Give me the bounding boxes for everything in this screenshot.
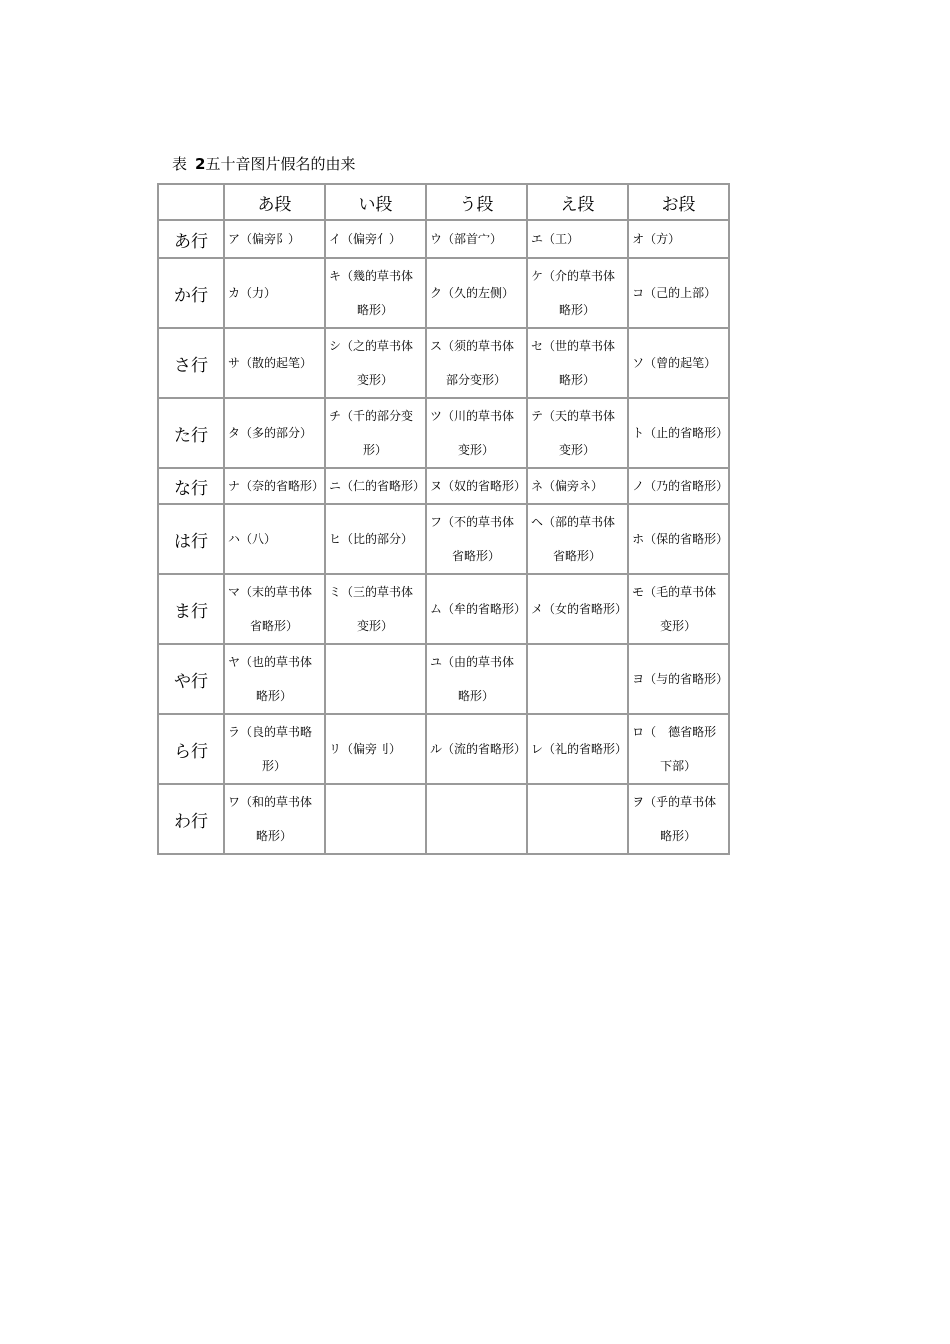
table-cell [426, 504, 527, 574]
cell-text [531, 399, 627, 467]
cell-line-2: 形） [363, 443, 388, 457]
cell-text: タ（多的部分） [228, 426, 313, 440]
cell-line-1: キ（幾的草书体 [329, 269, 414, 283]
row-header: さ行 [158, 328, 224, 398]
table-cell [325, 504, 426, 574]
cell-line-1: ロ（ 德省略形 [632, 725, 717, 739]
cell-line-1: シ（之的草书体 [329, 339, 414, 353]
caption-label: 表 [172, 155, 188, 173]
cell-text: エ（工） [531, 232, 580, 246]
table-cell [325, 258, 426, 328]
cell-line-1: テ（天的草书体 [531, 409, 616, 423]
cell-line-1: マ（末的草书体 [228, 585, 313, 599]
cell-text: ヨ（与的省略形） [632, 672, 729, 686]
kana-origin-table [157, 183, 730, 855]
table-cell [325, 398, 426, 468]
table-cell [628, 258, 729, 328]
cell-text: ク（久的左侧） [430, 286, 515, 300]
cell-text: イ（偏旁亻） [329, 232, 402, 246]
cell-text: ル（流的省略形） [430, 742, 527, 756]
table-row [158, 328, 729, 398]
cell-line-2: 变形） [559, 443, 596, 457]
cell-line-1: モ（毛的草书体 [632, 585, 717, 599]
table-row [158, 574, 729, 644]
table-row [158, 220, 729, 258]
table-cell [426, 784, 527, 854]
table-caption [172, 153, 355, 175]
table-row [158, 644, 729, 714]
table-cell [224, 328, 325, 398]
cell-text [329, 399, 425, 467]
table-cell [325, 574, 426, 644]
table-cell [224, 784, 325, 854]
table-cell [628, 398, 729, 468]
table-cell [325, 468, 426, 504]
table-cell [628, 644, 729, 714]
cell-text: コ（己的上部） [632, 286, 717, 300]
table-cell [426, 574, 527, 644]
caption-number: 2 [195, 155, 206, 173]
table-cell [628, 220, 729, 258]
table-cell [628, 468, 729, 504]
cell-text: カ（力） [228, 286, 277, 300]
cell-text: ホ（保的省略形） [632, 532, 729, 546]
table-cell [527, 574, 628, 644]
row-header: や行 [158, 644, 224, 714]
cell-line-1: ケ（介的草书体 [531, 269, 616, 283]
table-row [158, 468, 729, 504]
cell-text [531, 505, 627, 573]
column-header: い段 [325, 184, 426, 220]
table-cell [426, 220, 527, 258]
cell-line-2: 省略形） [250, 619, 299, 633]
cell-line-2: 省略形） [452, 549, 501, 563]
table-cell [224, 644, 325, 714]
cell-text [228, 785, 324, 853]
row-header: は行 [158, 504, 224, 574]
cell-text: メ（女的省略形） [531, 602, 628, 616]
cell-line-2: 变形） [458, 443, 495, 457]
cell-text [632, 785, 728, 853]
cell-text: ニ（仁的省略形） [329, 479, 426, 493]
cell-text: ア（偏旁阝） [228, 232, 301, 246]
table-cell [224, 504, 325, 574]
cell-text [632, 575, 728, 643]
table-cell [426, 714, 527, 784]
cell-text [228, 645, 324, 713]
cell-text [531, 329, 627, 397]
table-cell [628, 328, 729, 398]
table-cell [224, 714, 325, 784]
table-cell [527, 328, 628, 398]
column-header: お段 [628, 184, 729, 220]
table-cell [325, 220, 426, 258]
cell-text: レ（礼的省略形） [531, 742, 628, 756]
cell-line-1: チ（千的部分变 [329, 409, 414, 423]
cell-line-2: 略形） [559, 373, 596, 387]
cell-text [632, 715, 728, 783]
cell-text: サ（散的起笔） [228, 356, 313, 370]
table-row [158, 714, 729, 784]
table-cell [224, 574, 325, 644]
cell-line-1: セ（世的草书体 [531, 339, 616, 353]
table-cell [527, 468, 628, 504]
row-header: ま行 [158, 574, 224, 644]
cell-text: ハ（八） [228, 532, 277, 546]
cell-line-2: 略形） [458, 689, 495, 703]
row-header: か行 [158, 258, 224, 328]
cell-text [531, 259, 627, 327]
cell-line-2: 变形） [660, 619, 697, 633]
cell-line-1: ス（须的草书体 [430, 339, 515, 353]
table-cell [426, 398, 527, 468]
cell-text [228, 575, 324, 643]
cell-text: ム（牟的省略形） [430, 602, 527, 616]
table-cell [325, 328, 426, 398]
cell-text [329, 329, 425, 397]
cell-text: リ（偏旁刂） [329, 742, 402, 756]
cell-line-1: ツ（川的草书体 [430, 409, 515, 423]
table-cell [224, 220, 325, 258]
cell-line-2: 形） [262, 759, 287, 773]
cell-line-1: ヲ（乎的草书体 [632, 795, 717, 809]
corner-cell [158, 184, 224, 220]
table-cell [426, 258, 527, 328]
row-header: ら行 [158, 714, 224, 784]
caption-title: 五十音图片假名的由来 [205, 155, 356, 173]
table-cell [224, 258, 325, 328]
cell-line-2: 略形） [256, 689, 293, 703]
table-cell [426, 328, 527, 398]
table-cell [527, 258, 628, 328]
table-cell [628, 504, 729, 574]
cell-line-1: ワ（和的草书体 [228, 795, 313, 809]
table-cell [628, 784, 729, 854]
row-header: た行 [158, 398, 224, 468]
table-cell [325, 644, 426, 714]
cell-line-1: フ（不的草书体 [430, 515, 515, 529]
column-header: あ段 [224, 184, 325, 220]
table-header-row [158, 184, 729, 220]
table-cell [527, 220, 628, 258]
cell-text: ト（止的省略形） [632, 426, 729, 440]
cell-text [430, 505, 526, 573]
table-cell [426, 468, 527, 504]
cell-text [430, 329, 526, 397]
cell-text [430, 399, 526, 467]
cell-text: ネ（偏旁ネ） [531, 479, 604, 493]
cell-text [430, 645, 526, 713]
table-cell [628, 714, 729, 784]
cell-line-1: ユ（由的草书体 [430, 655, 515, 669]
cell-text: ノ（乃的省略形） [632, 479, 729, 493]
table-cell [224, 468, 325, 504]
cell-line-2: 省略形） [553, 549, 602, 563]
cell-line-2: 略形） [559, 303, 596, 317]
cell-text: ヒ（比的部分） [329, 532, 414, 546]
cell-line-2: 变形） [357, 373, 394, 387]
table-cell [527, 398, 628, 468]
cell-line-2: 下部） [660, 759, 697, 773]
table-row [158, 258, 729, 328]
table-cell [527, 644, 628, 714]
cell-text [329, 575, 425, 643]
cell-text: ソ（曾的起笔） [632, 356, 717, 370]
table-cell [628, 574, 729, 644]
row-header: あ行 [158, 220, 224, 258]
cell-line-2: 略形） [357, 303, 394, 317]
table-row [158, 504, 729, 574]
table-cell [426, 644, 527, 714]
table-cell [325, 714, 426, 784]
table-row [158, 784, 729, 854]
cell-line-1: ヤ（也的草书体 [228, 655, 313, 669]
table-cell [527, 504, 628, 574]
column-header: え段 [527, 184, 628, 220]
cell-line-1: ミ（三的草书体 [329, 585, 414, 599]
row-header: な行 [158, 468, 224, 504]
cell-line-2: 部分变形） [446, 373, 507, 387]
table-cell [325, 784, 426, 854]
table-row [158, 398, 729, 468]
table-cell [527, 714, 628, 784]
row-header: わ行 [158, 784, 224, 854]
cell-line-2: 略形） [660, 829, 697, 843]
cell-text [329, 259, 425, 327]
cell-text: ウ（部首宀） [430, 232, 503, 246]
cell-line-2: 变形） [357, 619, 394, 633]
table-cell [224, 398, 325, 468]
cell-line-1: ヘ（部的草书体 [531, 515, 616, 529]
cell-text [228, 715, 324, 783]
cell-text: ヌ（奴的省略形） [430, 479, 527, 493]
cell-line-2: 略形） [256, 829, 293, 843]
table-cell [527, 784, 628, 854]
cell-text: オ（方） [632, 232, 681, 246]
cell-text: ナ（奈的省略形） [228, 479, 325, 493]
column-header: う段 [426, 184, 527, 220]
cell-line-1: ラ（良的草书略 [228, 725, 313, 739]
